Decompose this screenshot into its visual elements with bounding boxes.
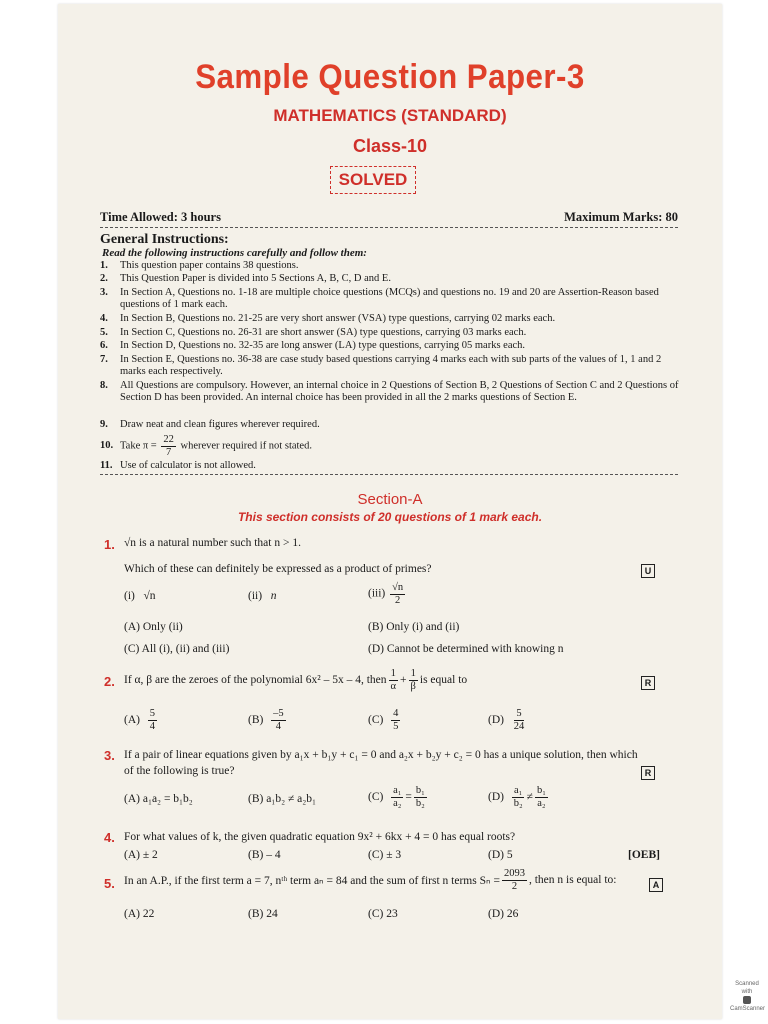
instruction-item: 11. Use of calculator is not allowed.: [100, 460, 256, 471]
instruction-item: 4. In Section B, Questions no. 21-25 are very short answer (VSA) type questions, carrying 02 marks each.: [100, 313, 556, 324]
camscanner-icon: [743, 996, 751, 1004]
option-c: (C) 23: [368, 908, 398, 920]
option-a: (A) a₁a₂ = b₁b₂: [124, 793, 193, 805]
section-title: Section-A: [357, 491, 423, 508]
instruction-item: 1. This question paper contains 38 questions.: [100, 260, 299, 271]
question-number: 3.: [104, 748, 115, 763]
question-number: 2.: [104, 674, 115, 689]
option-d: (D) $\frac{\text{a₁}}{\text{b₂}}$ ≠ $\frac{\text{b₁}}{\text{a₂}}$: [488, 785, 546, 809]
instruction-item: 2. This Question Paper is divided into 5 Sections A, B, C, D and E.: [100, 273, 391, 284]
option-a: (A) 22: [124, 908, 155, 920]
stamp-text: Scanned with: [735, 981, 759, 995]
option-b: (B) Only (i) and (ii): [368, 621, 460, 633]
source-tag: [OEB]: [628, 849, 660, 861]
paper-title: Sample Question Paper-3: [195, 58, 585, 96]
question-number: 4.: [104, 830, 115, 845]
time-allowed: Time Allowed: 3 hours: [100, 210, 221, 224]
scanner-stamp: [730, 980, 764, 1013]
instruction-item: 5. In Section C, Questions no. 26-31 are short answer (SA) type questions, carrying 03 marks each.: [100, 327, 527, 338]
solved-badge: SOLVED: [330, 166, 416, 194]
option-a: (A) Only (ii): [124, 621, 183, 633]
instructions-heading: General Instructions:: [100, 232, 229, 247]
question-number: 1.: [104, 537, 115, 552]
difficulty-tag: R: [641, 766, 655, 780]
difficulty-tag: A: [649, 878, 663, 892]
option-c: (C) $\frac{4}{5}$: [368, 708, 399, 732]
question-stem: If a pair of linear equations given by a₁x + b₁y + c₁ = 0 and a₂x + b₂y + c₂ = 0 has a unique solution, then which: [124, 749, 638, 761]
instructions-intro: Read the following instructions carefully and follow them:: [102, 247, 367, 259]
option-i: (i) √n: [124, 590, 156, 602]
difficulty-tag: R: [641, 676, 655, 690]
option-c: (C) $\frac{\text{a₁}}{\text{a₂}}$ = $\frac{\text{b₁}}{\text{b₂}}$: [368, 785, 425, 809]
option-d: (D) 5: [488, 849, 513, 861]
subject-title: MATHEMATICS (STANDARD): [273, 106, 507, 125]
option-a: (A) ± 2: [124, 849, 158, 861]
section-subtitle: This section consists of 20 questions of 1 mark each.: [237, 510, 543, 524]
divider: [100, 227, 678, 228]
option-b: (B) $\frac{-5}{4}$: [248, 708, 284, 732]
option-b: (B) – 4: [248, 849, 281, 861]
question-stem: In an A.P., if the first term a = 7, nᵗʰ term aₙ = 84 and the sum of first n terms Sₙ = $\frac{2093}{2}$ , then n is equal to:: [124, 868, 617, 892]
question-stem: For what values of k, the given quadratic equation 9x² + 6kx + 4 = 0 has equal roots?: [124, 831, 516, 843]
pi-fraction: $\frac{22}{7}$: [163, 434, 174, 458]
option-c: (C) ± 3: [368, 849, 402, 861]
class-label: Class-10: [352, 136, 428, 156]
divider: [100, 474, 678, 475]
instruction-item: 8. All Questions are compulsory. However, an internal choice in 2 Questions of Section B, 2 Questions of Section C and 2 Questions of Section D has been provided. An internal choice has been provided in all the 2 marks questions of Section E.: [100, 380, 679, 403]
question-stem: If α, β are the zeroes of the polynomial 6x² – 5x – 4, then $\frac{1}{\alpha}$ + $\frac{1}{\beta}$ is equal to: [124, 668, 468, 692]
option-d: (D) 26: [488, 908, 519, 920]
stamp-brand: CamScanner: [730, 1005, 766, 1012]
instruction-item: 7. In Section E, Questions no. 36-38 are case study based questions carrying 4 marks each with sub parts of the values of 1, 1 and 2 marks each respectively.: [100, 354, 662, 377]
option-d: (D) $\frac{5}{24}$: [488, 708, 525, 732]
document-page: [58, 4, 722, 1019]
option-c: (C) All (i), (ii) and (iii): [124, 643, 230, 655]
question-text: Which of these can definitely be expressed as a product of primes?: [124, 563, 432, 575]
instruction-item: 10. Take π = $\frac{22}{7}$ wherever required if not stated.: [100, 434, 312, 458]
instruction-item: 9. Draw neat and clean figures wherever required.: [100, 419, 320, 430]
option-iii: (iii) $\frac{√n}{2}$: [368, 582, 404, 606]
option-a: (A) $\frac{5}{4}$: [124, 708, 155, 732]
question-stem: √n is a natural number such that n > 1.: [124, 537, 301, 549]
option-ii: (ii) n: [248, 590, 277, 602]
instruction-item: 6. In Section D, Questions no. 32-35 are long answer (LA) type questions, carrying 05 marks each.: [100, 340, 526, 351]
option-b: (B) a₁b₂ ≠ a₂b₁: [248, 793, 317, 805]
difficulty-tag: U: [641, 564, 655, 578]
maximum-marks: Maximum Marks: 80: [564, 210, 678, 224]
instruction-item: 3. In Section A, Questions no. 1-18 are multiple choice questions (MCQs) and questions no. 19 and 20 are Assertion-Reason based questions of 1 mark each.: [100, 287, 659, 310]
option-b: (B) 24: [248, 908, 278, 920]
question-number: 5.: [104, 876, 115, 891]
question-text: of the following is true?: [124, 765, 235, 777]
option-d: (D) Cannot be determined with knowing n: [368, 643, 564, 655]
